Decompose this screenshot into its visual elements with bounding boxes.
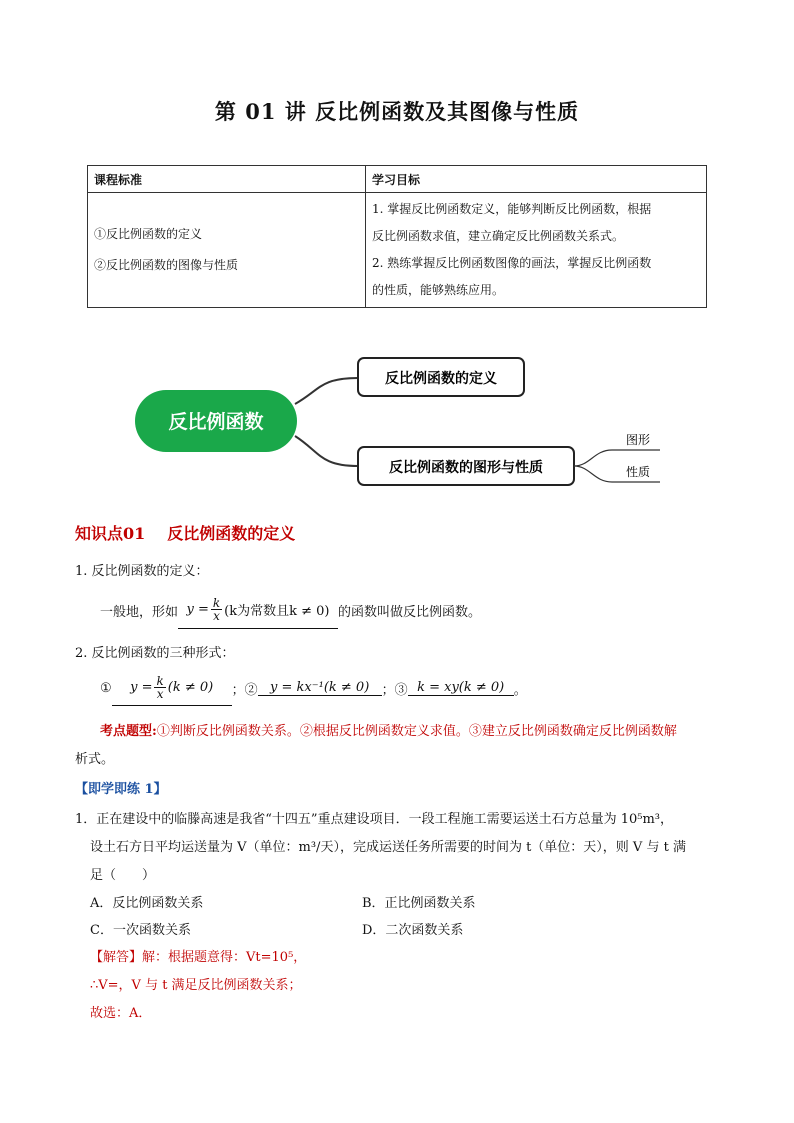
- definition-text-after: 的函数叫做反比例函数。: [338, 604, 482, 620]
- answer-line-2: ∴V=，V 与 t 满足反比例函数关系；: [90, 978, 302, 993]
- formula-lhs: y =: [130, 680, 153, 695]
- goals-cell: [366, 193, 707, 308]
- standards-cell: [88, 193, 366, 308]
- option-a: A．反比例函数关系: [90, 896, 204, 911]
- form-marker-3: ；③: [381, 682, 408, 698]
- fraction-numerator: k: [212, 596, 221, 610]
- section-title: [75, 521, 295, 544]
- question-line-1: 1．正在建设中的临滕高速是我省“十四五”重点建设项目．一段工程施工需要运送土石方总量为 10⁵m³，: [75, 812, 673, 827]
- formula-lhs: y =: [186, 602, 209, 617]
- branch-connector: [295, 436, 358, 466]
- mindmap-branch-label: 反比例函数的定义: [385, 371, 497, 387]
- answer-label: 【解答】: [90, 950, 143, 965]
- question-types: [100, 720, 677, 739]
- table-row: [88, 193, 707, 308]
- question-types-continuation: 析式。: [75, 752, 115, 767]
- formula-condition: (k ≠ 0): [167, 680, 214, 695]
- practice-label: 【即学即练 1】: [75, 782, 167, 797]
- table-header-row: [88, 166, 707, 193]
- branch-connector: [295, 378, 358, 404]
- sub-branch-connector: [574, 450, 660, 466]
- list-item: ②反比例函数的图像与性质: [94, 258, 239, 272]
- option-b: B．正比例函数关系: [362, 896, 476, 911]
- question-line-3: 足（ ）: [90, 868, 156, 883]
- mindmap-sub-label: 性质: [625, 465, 651, 479]
- definition-formula-blank: [178, 592, 338, 629]
- forms-end: 。: [513, 682, 527, 698]
- form-2-blank: y = kx⁻¹(k ≠ 0): [258, 680, 382, 696]
- definition-text-before: 一般地，形如: [100, 604, 179, 620]
- form-marker-1: ①: [100, 680, 112, 696]
- list-item: ①反比例函数的定义: [94, 227, 203, 241]
- option-c: C．一次函数关系: [90, 923, 191, 938]
- form-marker-2: ；②: [231, 682, 258, 698]
- mindmap-sub-label: 图形: [625, 433, 651, 447]
- answer-text: 解：根据题意得：Vt=10⁵，: [142, 950, 307, 965]
- definition-line: [100, 590, 481, 630]
- forms-heading: 2. 反比例函数的三种形式：: [75, 646, 235, 661]
- list-item: 2. 熟练掌握反比例函数图像的画法，掌握反比例函数: [372, 256, 652, 270]
- list-item: 1. 掌握反比例函数定义，能够判断反比例函数，根据: [372, 202, 652, 216]
- option-d: D．二次函数关系: [362, 923, 464, 938]
- page-title: 第 01 讲 反比例函数及其图像与性质: [214, 99, 580, 124]
- standards-table: [87, 165, 707, 308]
- fraction: [154, 675, 165, 700]
- fraction: [211, 597, 222, 622]
- answer-line-1: [90, 946, 306, 965]
- mindmap-root-label: 反比例函数: [168, 411, 264, 433]
- fraction-denominator: x: [213, 609, 220, 623]
- fraction-denominator: x: [156, 687, 164, 701]
- form-3-blank: k = xy(k ≠ 0): [408, 680, 514, 696]
- fraction-numerator: k: [156, 674, 164, 688]
- question-types-text: ①判断反比例函数关系。②根据反比例函数定义求值。③建立反比例函数确定反比例函数解: [156, 724, 677, 739]
- formula-condition: (k为常数且k ≠ 0): [224, 604, 330, 619]
- list-item: 的性质，能够熟练应用。: [372, 283, 505, 297]
- header-learning-goal: 学习目标: [366, 166, 707, 193]
- definition-heading: 1. 反比例函数的定义：: [75, 564, 209, 579]
- forms-line: [100, 670, 527, 706]
- list-item: 反比例函数求值，建立确定反比例函数关系式。: [372, 229, 625, 243]
- header-course-standard: 课程标准: [88, 166, 366, 193]
- mind-map: [0, 340, 794, 500]
- section-name: 反比例函数的定义: [167, 524, 296, 543]
- section-number: 知识点01: [75, 524, 146, 543]
- form-1-blank: [112, 671, 232, 706]
- question-types-label: 考点题型:: [100, 724, 157, 739]
- mindmap-branch-label: 反比例函数的图形与性质: [389, 460, 543, 476]
- question-line-2: 设土石方日平均运送量为 V（单位：m³/天），完成运送任务所需要的时间为 t（单位：天），则 V 与 t 满: [90, 840, 686, 855]
- answer-line-3: 故选：A．: [90, 1006, 152, 1021]
